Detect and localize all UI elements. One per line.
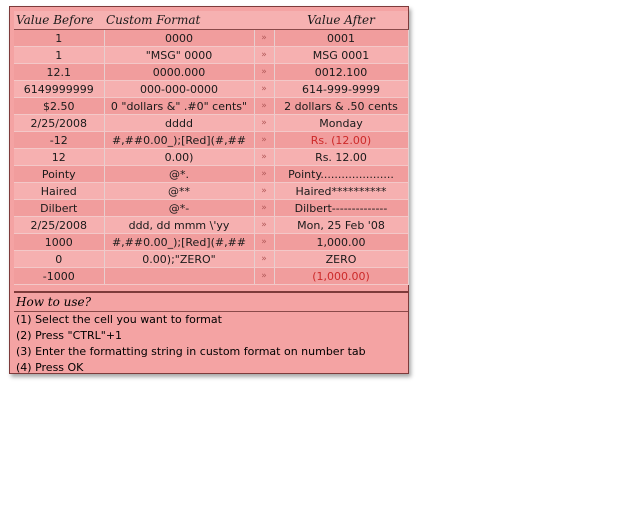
value-before-cell: 1000 <box>14 234 104 251</box>
table-header-row <box>14 11 408 30</box>
value-before-cell: Haired <box>14 183 104 200</box>
custom-format-cell: @** <box>104 183 254 200</box>
arrow-icon: » <box>254 132 274 149</box>
custom-format-cell: @*- <box>104 200 254 217</box>
table-row <box>14 115 408 132</box>
value-after-cell: Monday <box>274 115 408 132</box>
custom-format-cell <box>104 268 254 285</box>
value-after-cell: Haired********** <box>274 183 408 200</box>
arrow-icon: » <box>254 251 274 268</box>
instruction-step: (1) Select the cell you want to format <box>16 313 222 326</box>
value-before-cell: 1 <box>14 47 104 64</box>
table-row <box>14 251 408 268</box>
how-to-use-section <box>14 291 408 376</box>
value-before-cell: 0 <box>14 251 104 268</box>
header-value-before: Value Before <box>14 11 104 30</box>
table-row <box>14 132 408 149</box>
value-before-cell: 1 <box>14 30 104 47</box>
header-arrow-spacer <box>254 11 274 30</box>
value-after-cell: Mon, 25 Feb '08 <box>274 217 408 234</box>
value-before-cell: 12 <box>14 149 104 166</box>
arrow-icon: » <box>254 217 274 234</box>
format-examples-table <box>14 11 409 285</box>
value-after-cell: Rs. (12.00) <box>274 132 408 149</box>
custom-format-cell: 000-000-0000 <box>104 81 254 98</box>
custom-format-cell: 0000.000 <box>104 64 254 81</box>
custom-format-cell: 0.00);"ZERO" <box>104 251 254 268</box>
table-row <box>14 183 408 200</box>
table-row <box>14 30 408 47</box>
instruction-step: (3) Enter the formatting string in custom format on number tab <box>16 345 366 358</box>
table-row <box>14 149 408 166</box>
arrow-icon: » <box>254 98 274 115</box>
table-row <box>14 234 408 251</box>
arrow-icon: » <box>254 30 274 47</box>
instruction-step: (2) Press "CTRL"+1 <box>16 329 123 342</box>
value-after-cell: ZERO <box>274 251 408 268</box>
value-before-cell: 2/25/2008 <box>14 217 104 234</box>
value-after-cell: Pointy..................... <box>274 166 408 183</box>
value-after-cell: (1,000.00) <box>274 268 408 285</box>
arrow-icon: » <box>254 268 274 285</box>
custom-format-cell: "MSG" 0000 <box>104 47 254 64</box>
value-after-cell: MSG 0001 <box>274 47 408 64</box>
value-before-cell: Dilbert <box>14 200 104 217</box>
custom-format-cell: 0000 <box>104 30 254 47</box>
arrow-icon: » <box>254 115 274 132</box>
value-before-cell: $2.50 <box>14 98 104 115</box>
table-row <box>14 200 408 217</box>
table-row <box>14 81 408 98</box>
table-row <box>14 64 408 81</box>
value-after-cell: 0012.100 <box>274 64 408 81</box>
arrow-icon: » <box>254 234 274 251</box>
value-before-cell: Pointy <box>14 166 104 183</box>
arrow-icon: » <box>254 166 274 183</box>
custom-format-cell: #,##0.00_);[Red](#,## <box>104 132 254 149</box>
custom-format-cell: #,##0.00_);[Red](#,## <box>104 234 254 251</box>
arrow-icon: » <box>254 64 274 81</box>
custom-format-cell: dddd <box>104 115 254 132</box>
arrow-icon: » <box>254 149 274 166</box>
custom-format-card <box>9 6 409 374</box>
table-row <box>14 217 408 234</box>
value-after-cell: Rs. 12.00 <box>274 149 408 166</box>
value-before-cell: 2/25/2008 <box>14 115 104 132</box>
value-before-cell: 12.1 <box>14 64 104 81</box>
custom-format-cell: @*. <box>104 166 254 183</box>
header-value-after: Value After <box>274 11 408 30</box>
value-before-cell: -12 <box>14 132 104 149</box>
table-row <box>14 268 408 285</box>
value-before-cell: -1000 <box>14 268 104 285</box>
value-after-cell: 2 dollars & .50 cents <box>274 98 408 115</box>
value-after-cell: 614-999-9999 <box>274 81 408 98</box>
custom-format-cell: 0 "dollars &" .#0" cents" <box>104 98 254 115</box>
value-before-cell: 6149999999 <box>14 81 104 98</box>
table-row <box>14 166 408 183</box>
header-custom-format: Custom Format <box>104 11 254 30</box>
arrow-icon: » <box>254 200 274 217</box>
value-after-cell: 0001 <box>274 30 408 47</box>
custom-format-cell: ddd, dd mmm \'yy <box>104 217 254 234</box>
table-row <box>14 47 408 64</box>
arrow-icon: » <box>254 47 274 64</box>
how-to-use-title: How to use? <box>14 293 408 312</box>
arrow-icon: » <box>254 183 274 200</box>
instruction-step: (4) Press OK <box>16 361 84 374</box>
custom-format-cell: 0.00) <box>104 149 254 166</box>
value-after-cell: 1,000.00 <box>274 234 408 251</box>
arrow-icon: » <box>254 81 274 98</box>
value-after-cell: Dilbert-------------- <box>274 200 408 217</box>
table-row <box>14 98 408 115</box>
